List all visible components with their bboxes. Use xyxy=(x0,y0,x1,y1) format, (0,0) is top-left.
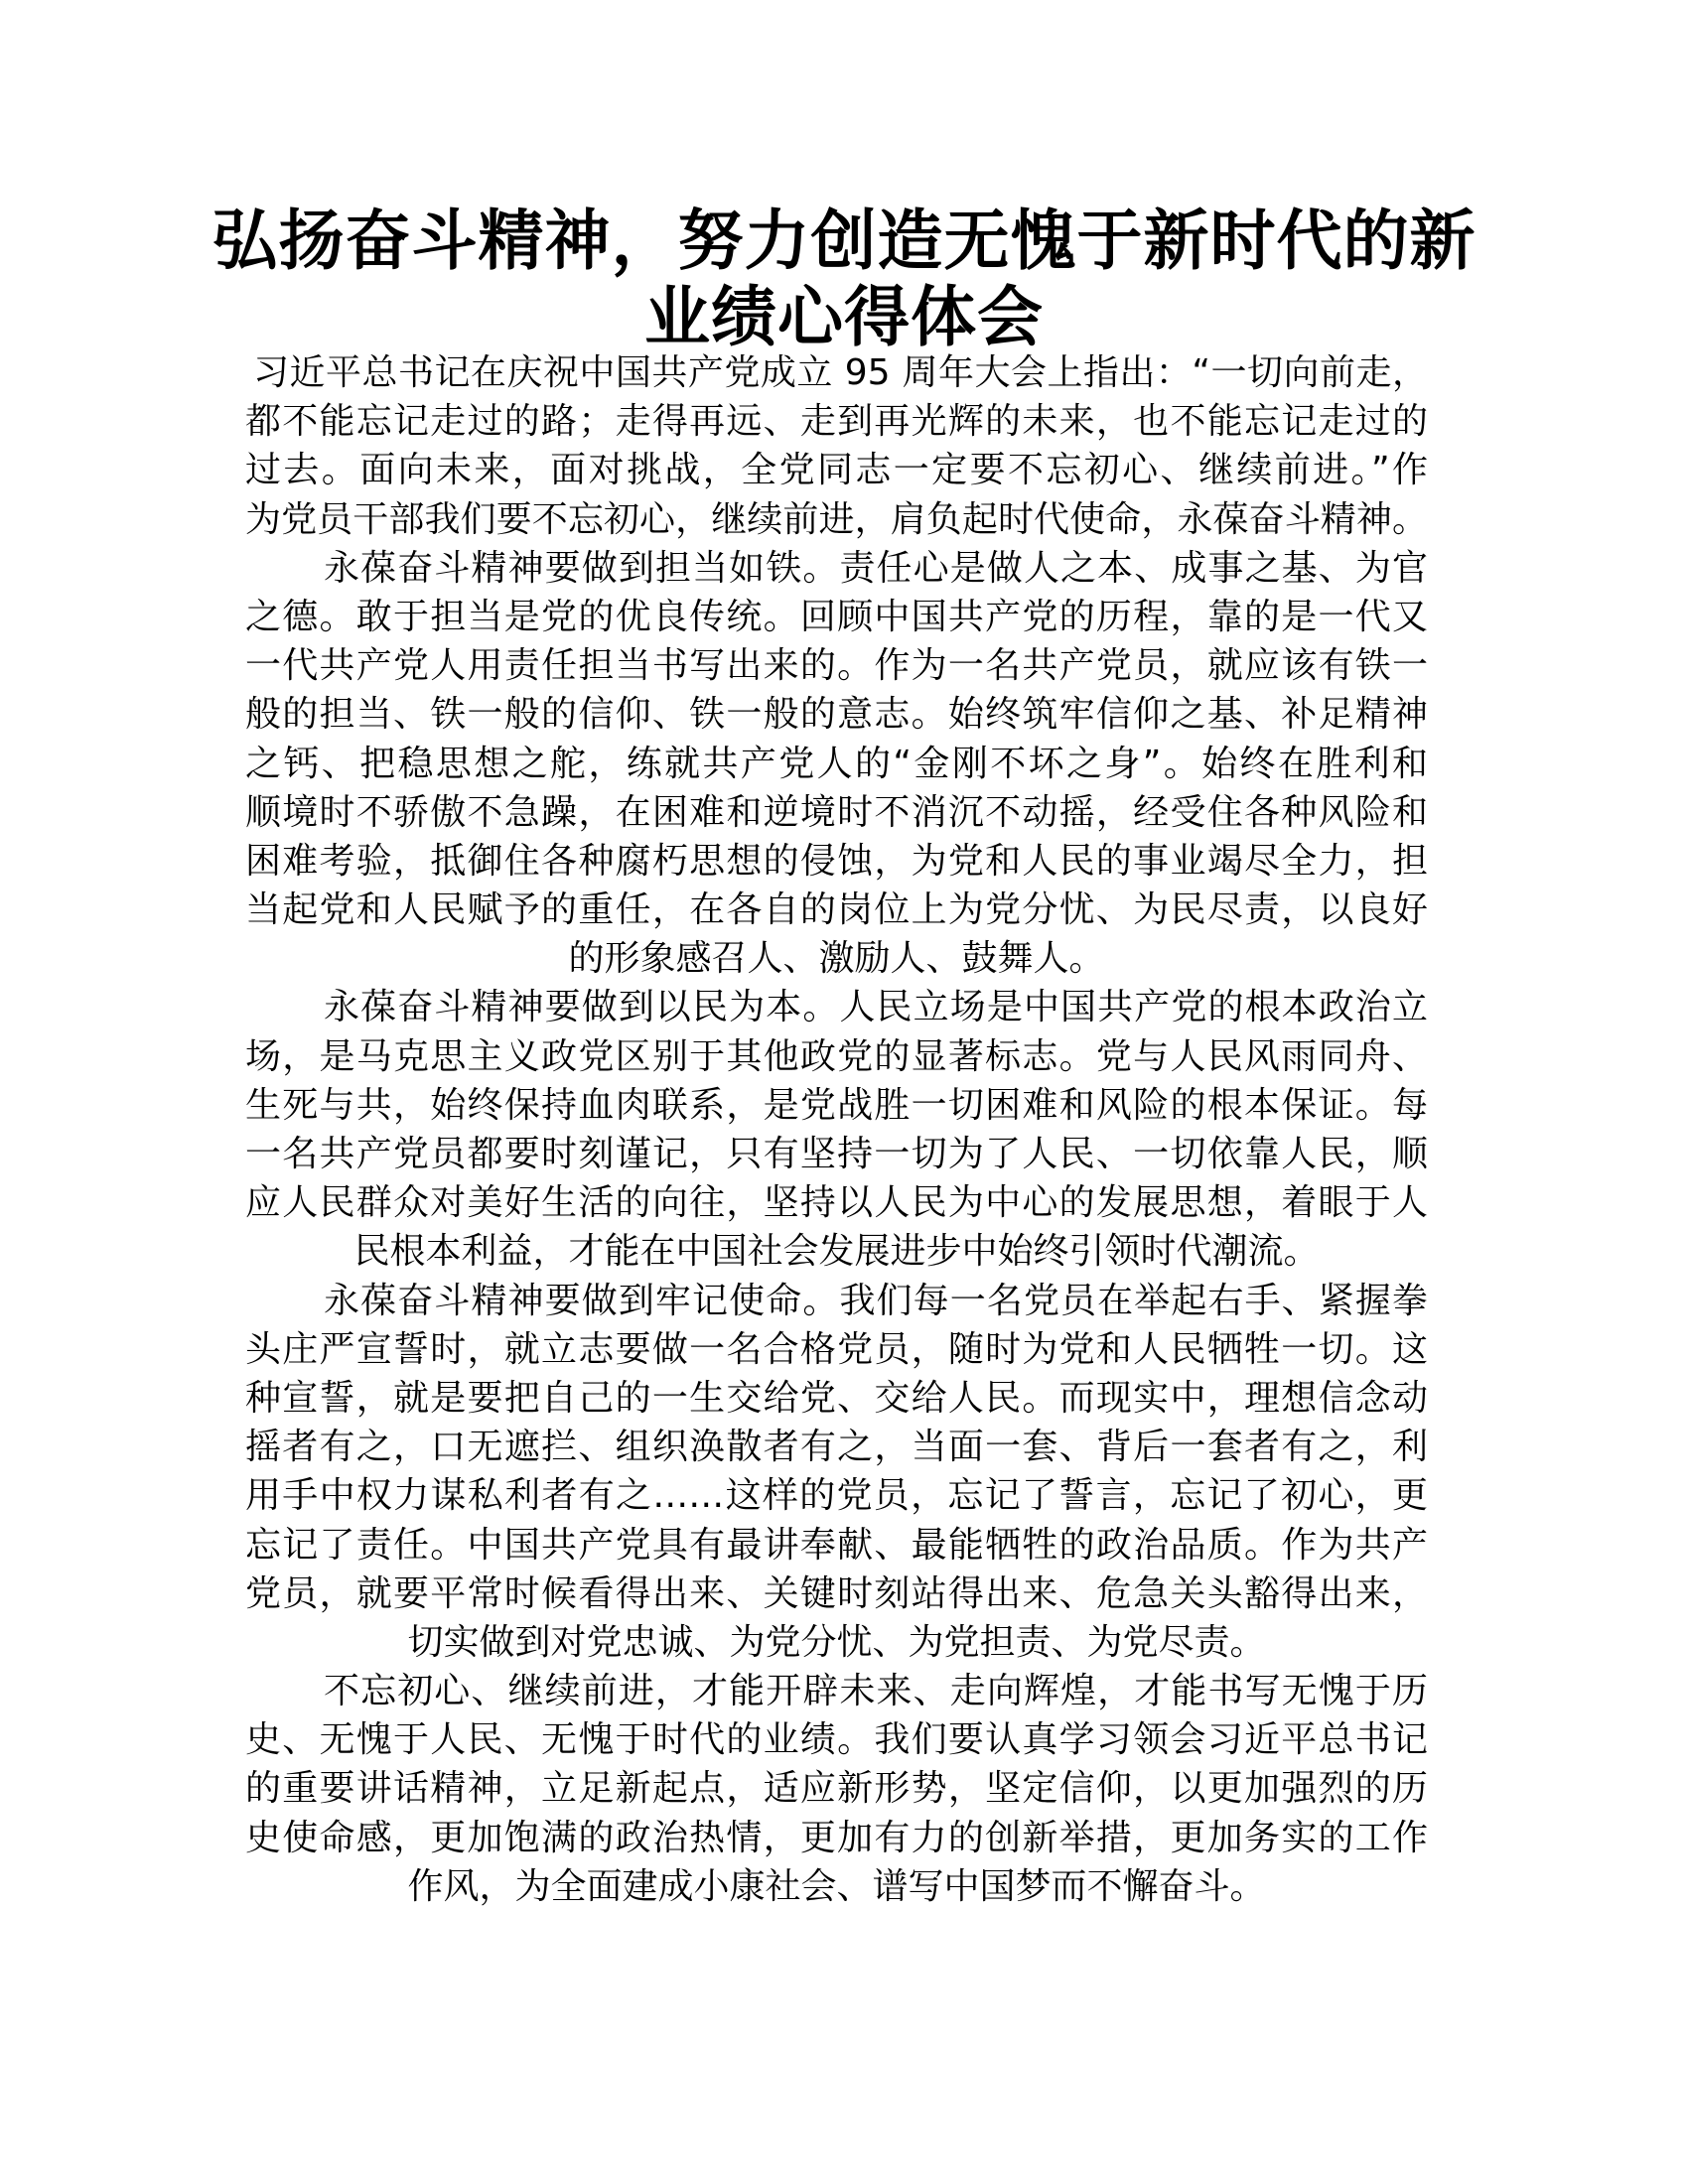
paragraph-line: 史使命感，更加饱满的政治热情，更加有力的创新举措，更加务实的工作 xyxy=(245,1817,1428,1858)
document-body xyxy=(245,348,1428,1911)
paragraph-line: 作风，为全面建成小康社会、谱写中国梦而不懈奋斗。 xyxy=(407,1865,1266,1907)
paragraph xyxy=(245,1277,1428,1668)
document-title-line-2: 业绩心得体会 xyxy=(644,279,1044,355)
paragraph-line: 应人民群众对美好生活的向往，坚持以人民为中心的发展思想，着眼于人 xyxy=(245,1182,1428,1224)
paragraph-line: 种宣誓，就是要把自己的一生交给党、交给人民。而现实中，理想信念动 xyxy=(245,1377,1428,1419)
paragraph-line: 摇者有之，口无遮拦、组织涣散者有之，当面一套、背后一套者有之，利 xyxy=(245,1427,1428,1468)
paragraph xyxy=(245,983,1428,1276)
paragraph-line: 困难考验，抵御住各种腐朽思想的侵蚀，为党和人民的事业竭尽全力，担 xyxy=(245,840,1428,882)
paragraph-line: 民根本利益，才能在中国社会发展进步中始终引领时代潮流。 xyxy=(353,1231,1320,1273)
paragraph-line: 为党员干部我们要不忘初心，继续前进，肩负起时代使命，永葆奋斗精神。 xyxy=(245,498,1428,540)
paragraph-line: 场，是马克思主义政党区别于其他政党的显著标志。党与人民风雨同舟、 xyxy=(245,1035,1428,1077)
paragraph-line: 不忘初心、继续前进，才能开辟未来、走向辉煌，才能书写无愧于历 xyxy=(324,1671,1428,1712)
paragraph-line: 史、无愧于人民、无愧于时代的业绩。我们要认真学习领会习近平总书记 xyxy=(245,1719,1428,1761)
paragraph-line: 都不能忘记走过的路；走得再远、走到再光辉的未来，也不能忘记走过的 xyxy=(245,401,1428,443)
paragraph-line: 头庄严宣誓时，就立志要做一名合格党员，随时为党和人民牺牲一切。这 xyxy=(245,1328,1428,1370)
paragraph-line: 永葆奋斗精神要做到以民为本。人民立场是中国共产党的根本政治立 xyxy=(324,987,1428,1028)
paragraph-line: 忘记了责任。中国共产党具有最讲奉献、最能牺牲的政治品质。作为共产 xyxy=(245,1524,1428,1566)
paragraph-line: 过去。面向未来，面对挑战，全党同志一定要不忘初心、继续前进。”作 xyxy=(245,450,1428,491)
paragraph xyxy=(245,1667,1428,1911)
paragraph-line: 一名共产党员都要时刻谨记，只有坚持一切为了人民、一切依靠人民，顺 xyxy=(245,1134,1428,1174)
paragraph-line: 当起党和人民赋予的重任，在各自的岗位上为党分忧、为民尽责，以良好 xyxy=(245,889,1428,931)
paragraph-line: 的形象感召人、激励人、鼓舞人。 xyxy=(568,938,1105,980)
paragraph-line: 党员，就要平常时候看得出来、关键时刻站得出来、危急关头豁得出来， xyxy=(245,1572,1428,1614)
paragraph-line: 的重要讲话精神，立足新起点，适应新形势，坚定信仰，以更加强烈的历 xyxy=(245,1768,1428,1810)
paragraph-line: 顺境时不骄傲不急躁，在困难和逆境时不消沉不动摇，经受住各种风险和 xyxy=(245,791,1428,833)
paragraph-line: 永葆奋斗精神要做到担当如铁。责任心是做人之本、成事之基、为官 xyxy=(324,547,1428,589)
paragraph-line: 用手中权力谋私利者有之……这样的党员，忘记了誓言，忘记了初心，更 xyxy=(245,1475,1428,1517)
paragraph-line: 习近平总书记在庆祝中国共产党成立 95 周年大会上指出：“一切向前走， xyxy=(253,352,1428,393)
paragraph-line: 之德。敢于担当是党的优良传统。回顾中国共产党的历程，靠的是一代又 xyxy=(245,596,1428,637)
paragraph-line: 生死与共，始终保持血肉联系，是党战胜一切困难和风险的根本保证。每 xyxy=(245,1084,1428,1126)
paragraph-line: 永葆奋斗精神要做到牢记使命。我们每一名党员在举起右手、紧握拳 xyxy=(324,1280,1428,1321)
paragraph-line: 之钙、把稳思想之舵，练就共产党人的“金刚不坏之身”。始终在胜利和 xyxy=(245,743,1428,784)
document-title-line-1: 弘扬奋斗精神，努力创造无愧于新时代的新 xyxy=(211,203,1477,279)
paragraph-line: 一代共产党人用责任担当书写出来的。作为一名共产党员，就应该有铁一 xyxy=(245,645,1428,687)
paragraph xyxy=(245,544,1428,984)
paragraph xyxy=(245,348,1428,544)
paragraph-line: 般的担当、铁一般的信仰、铁一般的意志。始终筑牢信仰之基、补足精神 xyxy=(245,694,1428,736)
paragraph-line: 切实做到对党忠诚、为党分忧、为党担责、为党尽责。 xyxy=(407,1621,1266,1663)
